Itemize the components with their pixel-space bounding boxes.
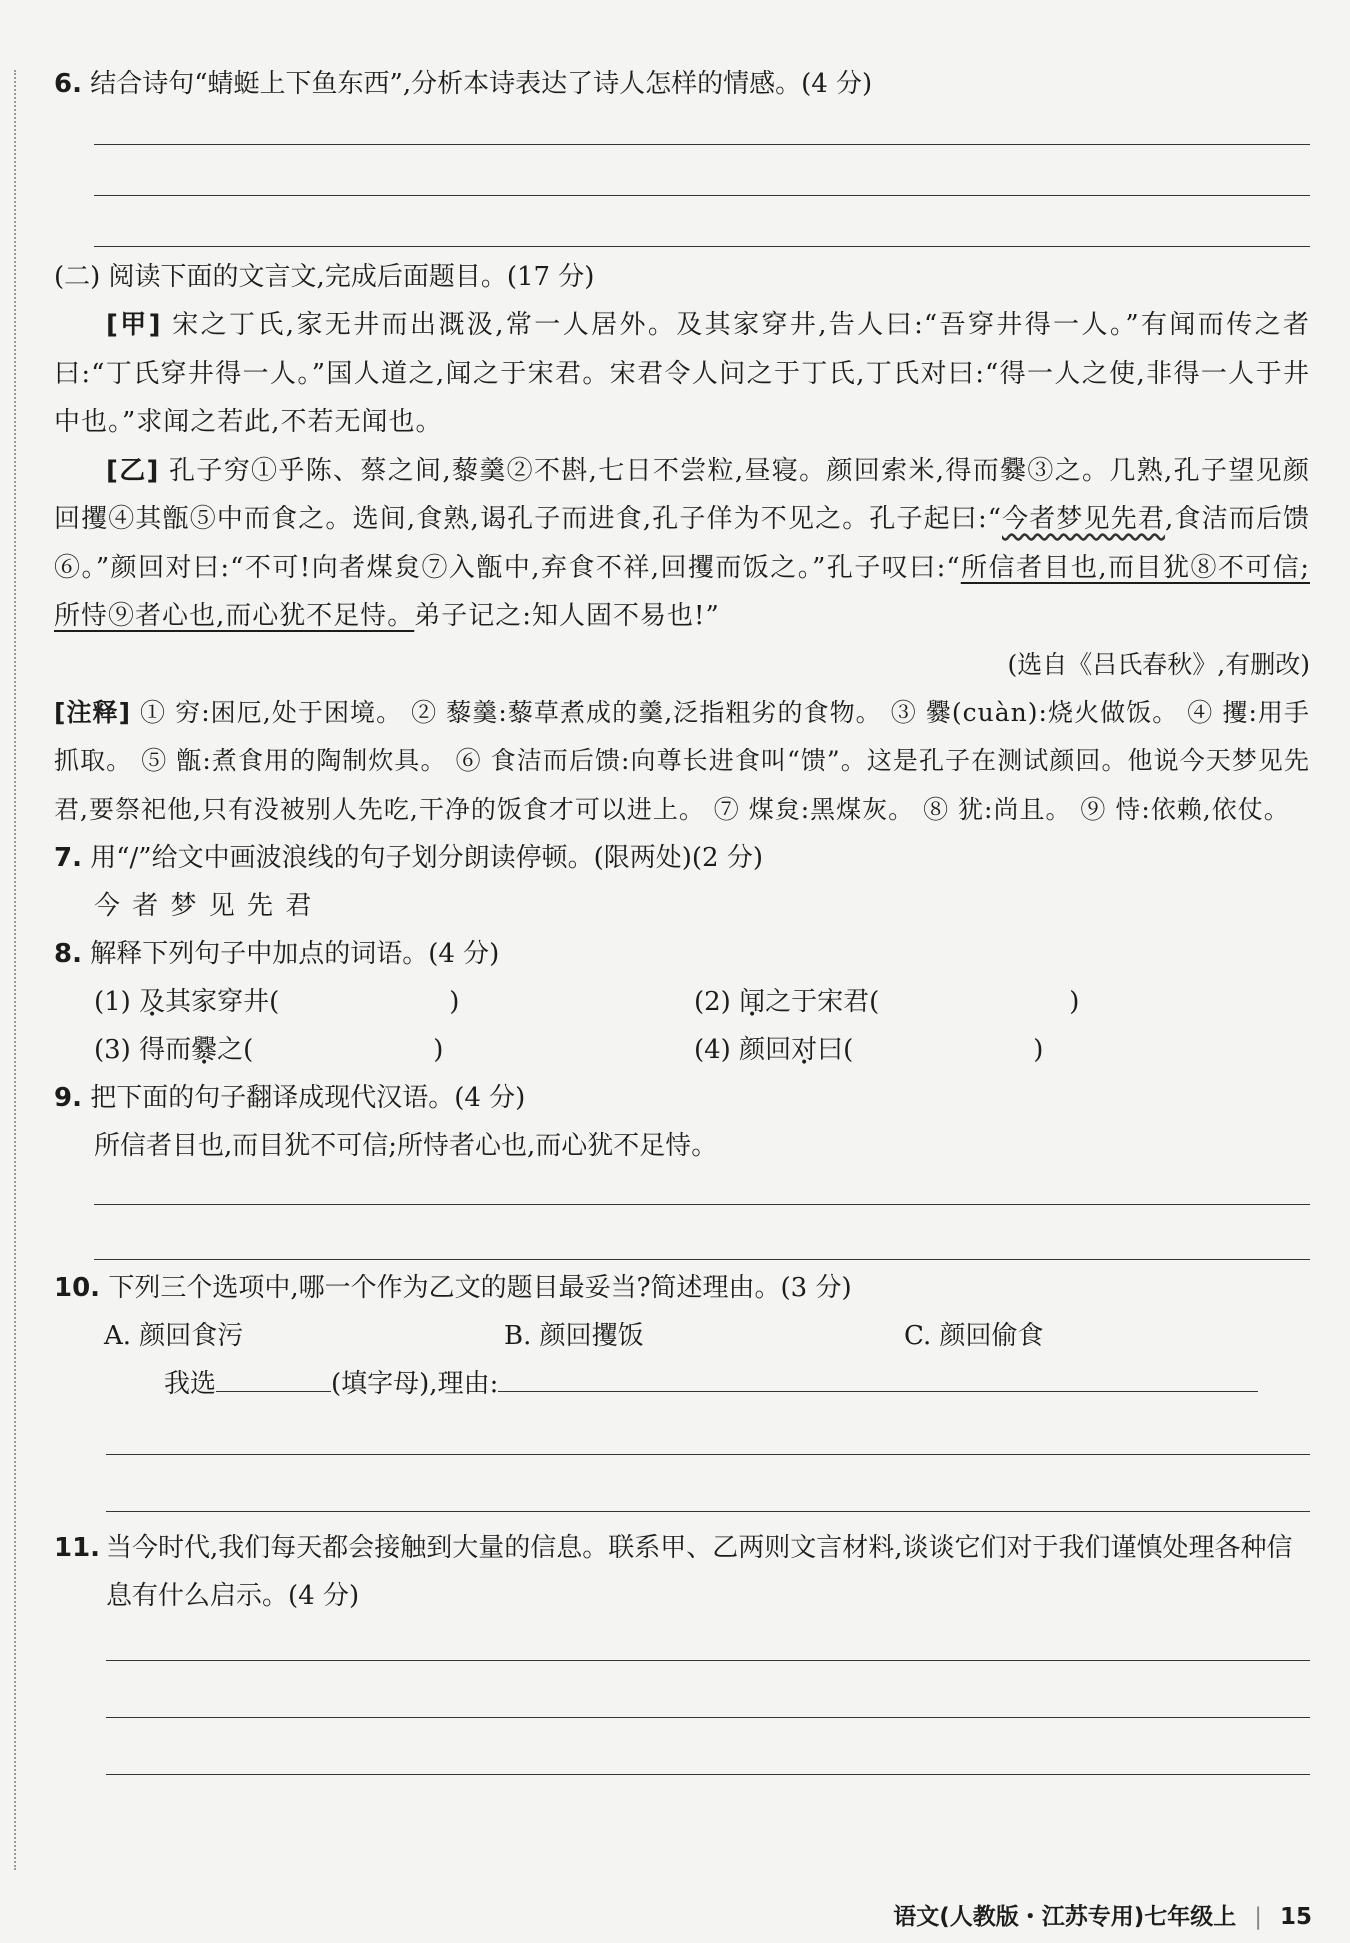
answer-line[interactable] (94, 196, 1310, 247)
question-6 (54, 60, 1310, 108)
item-text: ) (1069, 987, 1080, 1017)
question-number: 11. (54, 1533, 101, 1563)
passage-text: 宋之丁氏,家无井而出溉汲,常一人居外。及其家穿井,告人曰:“吾穿井得一人。”有闻而传之者曰:“丁氏穿井得一人。”国人道之,闻之于宋君。宋君令人问之于丁氏,丁氏对曰:“得一人之使,非得一人于井中也。”求闻之若此,不若无闻也。 (54, 310, 1310, 437)
question-9 (54, 1074, 1310, 1122)
item-text: 之于宋君( (765, 987, 880, 1017)
translate-sentence: 所信者目也,而目犹不可信;所恃者心也,而心犹不足恃。 (94, 1131, 718, 1161)
question-number: 7. (54, 843, 82, 873)
question-text: 把下面的句子翻译成现代汉语。(4 分) (90, 1083, 526, 1113)
wavy-sentence: 今者梦见先君 (1002, 504, 1166, 534)
passage-text: 孔子穷①乎陈、蔡之间,藜羹②不斟,七日不尝粒,昼寝。颜回索米,得而爨③之。几熟,孔子望见颜回攫④其甑⑤中而食之。选间,食熟,谒孔子而进食,孔子佯为不见之。孔子起曰:“ (54, 455, 1310, 534)
question-7 (54, 834, 1310, 882)
item-text: ) (433, 1035, 444, 1065)
question-number: 6. (54, 69, 82, 99)
option-c[interactable]: C. 颜回偷食 (904, 1321, 1044, 1351)
source-citation: (选自《吕氏春秋》,有删改) (1007, 649, 1310, 679)
question-text: 下列三个选项中,哪一个作为乙文的题目最妥当?简述理由。(3 分) (108, 1273, 852, 1303)
item-text: ) (1033, 1035, 1044, 1065)
item-text: (4) 颜回 (694, 1035, 792, 1065)
annotation-text: ① 穷:困厄,处于困境。 ② 藜羹:藜草煮成的羹,泛指粗劣的食物。 ③ 爨(cuàn):烧火做饭。 ④ 攫:用手抓取。 ⑤ 甑:煮食用的陶制炊具。 ⑥ 食洁而后馈:向尊长进食叫“馈”。这是孔子在测试颜回。他说今天梦见先君,要祭祀他,只有没被别人先吃,干净的饭食才可以进上。 ⑦ 煤炱:黑煤灰。 ⑧ 犹:尚且。 ⑨ 恃:依赖,依仗。 (54, 697, 1310, 824)
q8-row-1 (54, 978, 1310, 1026)
choice-line (54, 1360, 1310, 1408)
passage-text: ,食洁而后馈⑥。”颜回对曰:“不可!向者煤炱⑦入甑中,弃食不祥,回攫而饭之。”孔子叹曰:“ (54, 504, 1310, 583)
answer-line[interactable] (106, 1620, 1310, 1661)
answer-line[interactable] (106, 1718, 1310, 1775)
answer-line[interactable] (94, 108, 1310, 145)
item-text: 之( (217, 1035, 254, 1065)
question-text: 结合诗句“蜻蜓上下鱼东西”,分析本诗表达了诗人怎样的情感。(4 分) (90, 69, 873, 99)
q8-item-2[interactable] (694, 978, 1294, 1026)
item-text: (2) (694, 987, 740, 1017)
annotations (54, 689, 1310, 835)
item-text: ) (449, 987, 460, 1017)
q8-item-1[interactable] (94, 978, 694, 1026)
dotted-word: 爨 (191, 1035, 218, 1065)
dotted-word: 闻 (739, 987, 766, 1017)
page-number: 15 (1279, 1904, 1312, 1930)
question-text: 当今时代,我们每天都会接触到大量的信息。联系甲、乙两则文言材料,谈谈它们对于我们谨慎处理各种信息有什么启示。(4 分) (106, 1533, 1293, 1611)
option-a[interactable]: A. 颜回食污 (104, 1321, 244, 1351)
footer-divider: | (1254, 1904, 1262, 1930)
question-11 (54, 1524, 1310, 1620)
question-number: 8. (54, 939, 82, 969)
item-text: 曰( (817, 1035, 854, 1065)
letter-blank[interactable] (216, 1365, 331, 1392)
passage-yi (54, 447, 1310, 641)
fill-label: (填字母),理由: (331, 1369, 499, 1399)
options-row (54, 1312, 1310, 1360)
question-text: 用“/”给文中画波浪线的句子划分朗读停顿。(限两处)(2 分) (90, 843, 763, 873)
passage-text: 弟子记之:知人固不易也!” (414, 601, 720, 631)
underlined-sentence: 所信者目也,而目犹⑧不可信;所恃⑨者心也,而心犹不足恃。 (54, 552, 1311, 631)
q8-item-3[interactable] (94, 1026, 694, 1074)
item-text: (1) (94, 987, 140, 1017)
passage-tag: [甲] (106, 310, 162, 340)
reason-blank[interactable] (498, 1365, 1258, 1392)
option-b[interactable]: B. 颜回攫饭 (504, 1321, 644, 1351)
q8-item-4[interactable] (694, 1026, 1294, 1074)
answer-line[interactable] (106, 1661, 1310, 1718)
item-text: 其家穿井( (165, 987, 280, 1017)
dotted-word: 对 (791, 1035, 818, 1065)
choose-label: 我选 (164, 1369, 217, 1399)
answer-line[interactable] (106, 1408, 1310, 1455)
passage-tag: [乙] (106, 455, 160, 486)
question-text: 解释下列句子中加点的词语。(4 分) (90, 939, 500, 969)
answer-line[interactable] (106, 1455, 1310, 1512)
worksheet-page (54, 60, 1310, 1775)
question-number: 9. (54, 1083, 82, 1113)
annotation-tag: [注释] (54, 697, 132, 727)
item-text: (3) 得而 (94, 1035, 192, 1065)
dotted-word: 及 (139, 987, 166, 1017)
answer-line[interactable] (94, 1170, 1310, 1205)
passage-jia (54, 301, 1310, 447)
question-8 (54, 930, 1310, 978)
q8-row-2 (54, 1026, 1310, 1074)
footer-subject: 语文(人教版・江苏专用)七年级上 (893, 1904, 1237, 1930)
question-number: 10. (54, 1273, 101, 1303)
page-footer (893, 1898, 1312, 1931)
section-heading: (二) 阅读下面的文言文,完成后面题目。(17 分) (54, 262, 595, 292)
answer-line[interactable] (94, 1205, 1310, 1260)
stop-sentence[interactable]: 今 者 梦 见 先 君 (94, 891, 314, 921)
question-10 (54, 1264, 1310, 1312)
binding-margin (14, 70, 16, 1870)
answer-line[interactable] (94, 145, 1310, 196)
